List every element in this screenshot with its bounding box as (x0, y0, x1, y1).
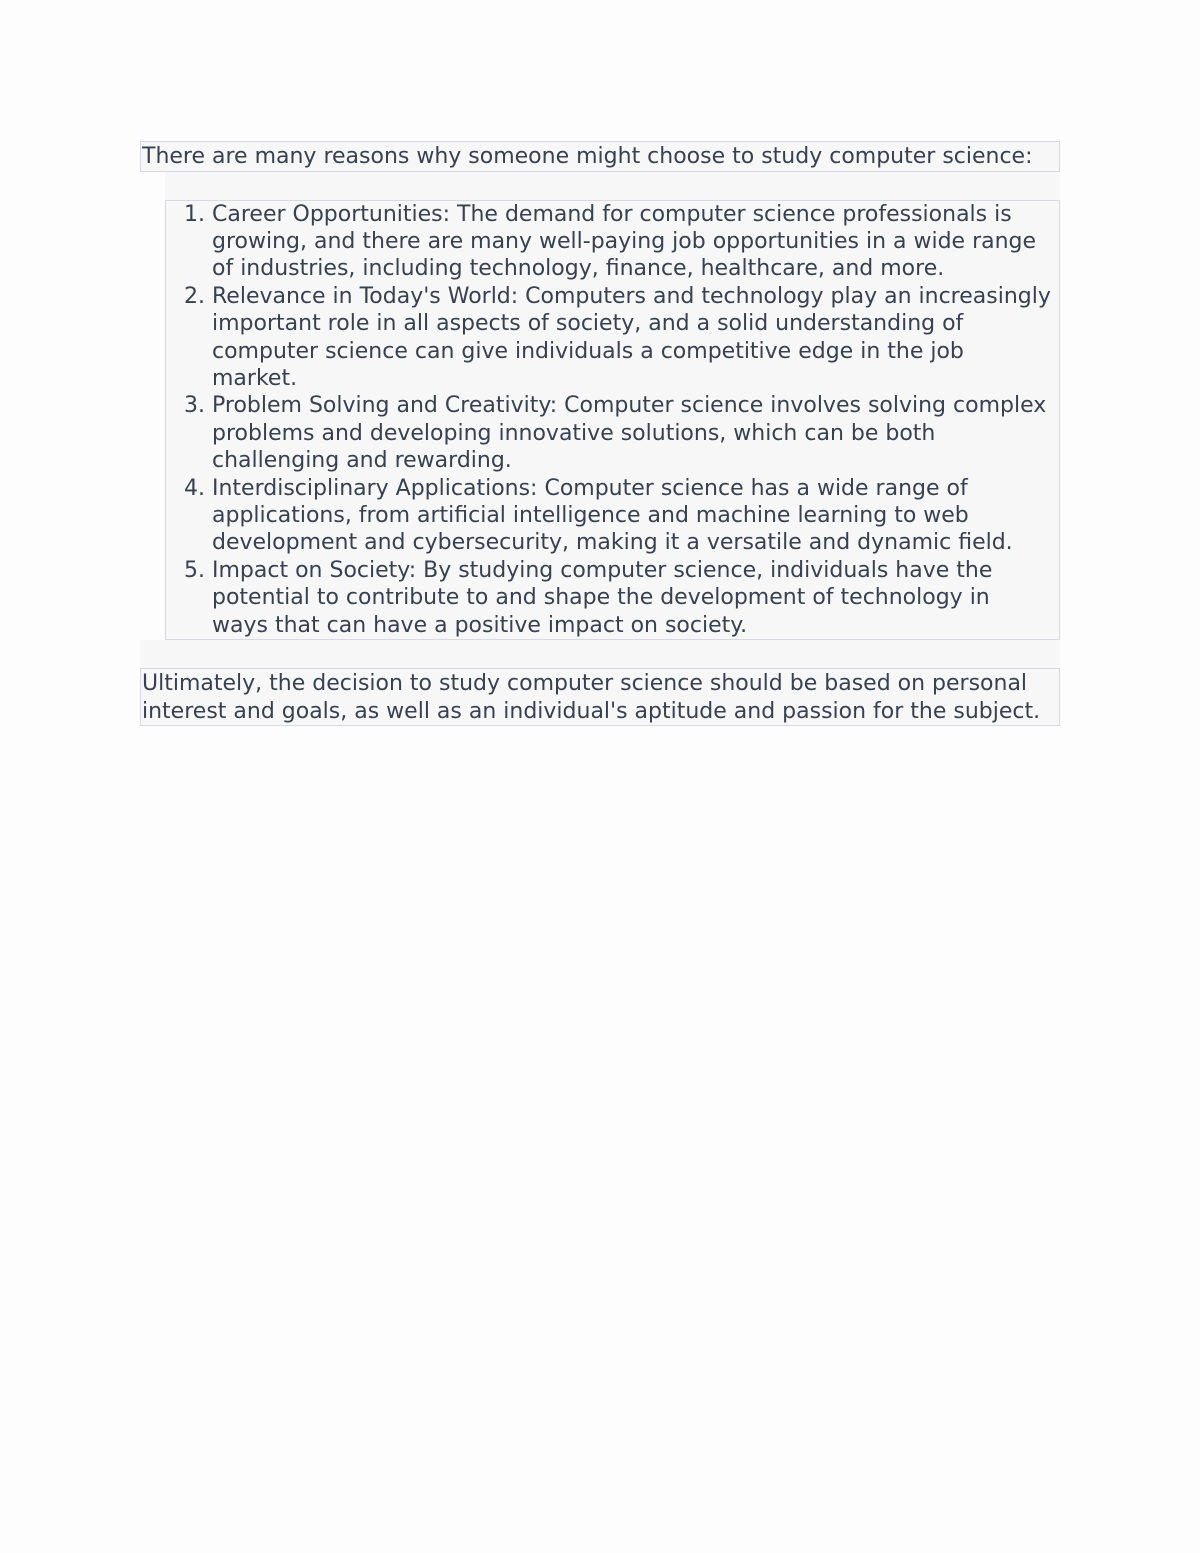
spacer (165, 172, 1060, 200)
list-item: 1. Career Opportunities: The demand for computer science professionals is growing, and there are many well-paying job opportunities in a wide range of industries, including technology, finance, healthcare, and more. (212, 201, 1051, 283)
document-body (140, 141, 1060, 726)
list-item: 2. Relevance in Today's World: Computers and technology play an increasingly important role in all aspects of society, and a solid understanding of computer science can give individuals a competitive edge in the job market. (212, 283, 1051, 393)
list-item: 4. Interdisciplinary Applications: Computer science has a wide range of applications, from artificial intelligence and machine learning to web development and cybersecurity, making it a versatile and dynamic field. (212, 475, 1051, 557)
conclusion-paragraph: Ultimately, the decision to study computer science should be based on personal interest and goals, as well as an individual's aptitude and passion for the subject. (140, 668, 1060, 726)
reasons-list-container (165, 200, 1060, 641)
intro-paragraph: There are many reasons why someone might choose to study computer science: (140, 141, 1060, 172)
reasons-list (166, 201, 1059, 640)
list-item: 3. Problem Solving and Creativity: Computer science involves solving complex problems and developing innovative solutions, which can be both challenging and rewarding. (212, 392, 1051, 474)
spacer (140, 640, 1060, 668)
list-item: 5. Impact on Society: By studying computer science, individuals have the potential to contribute to and shape the development of technology in ways that can have a positive impact on society. (212, 557, 1051, 639)
